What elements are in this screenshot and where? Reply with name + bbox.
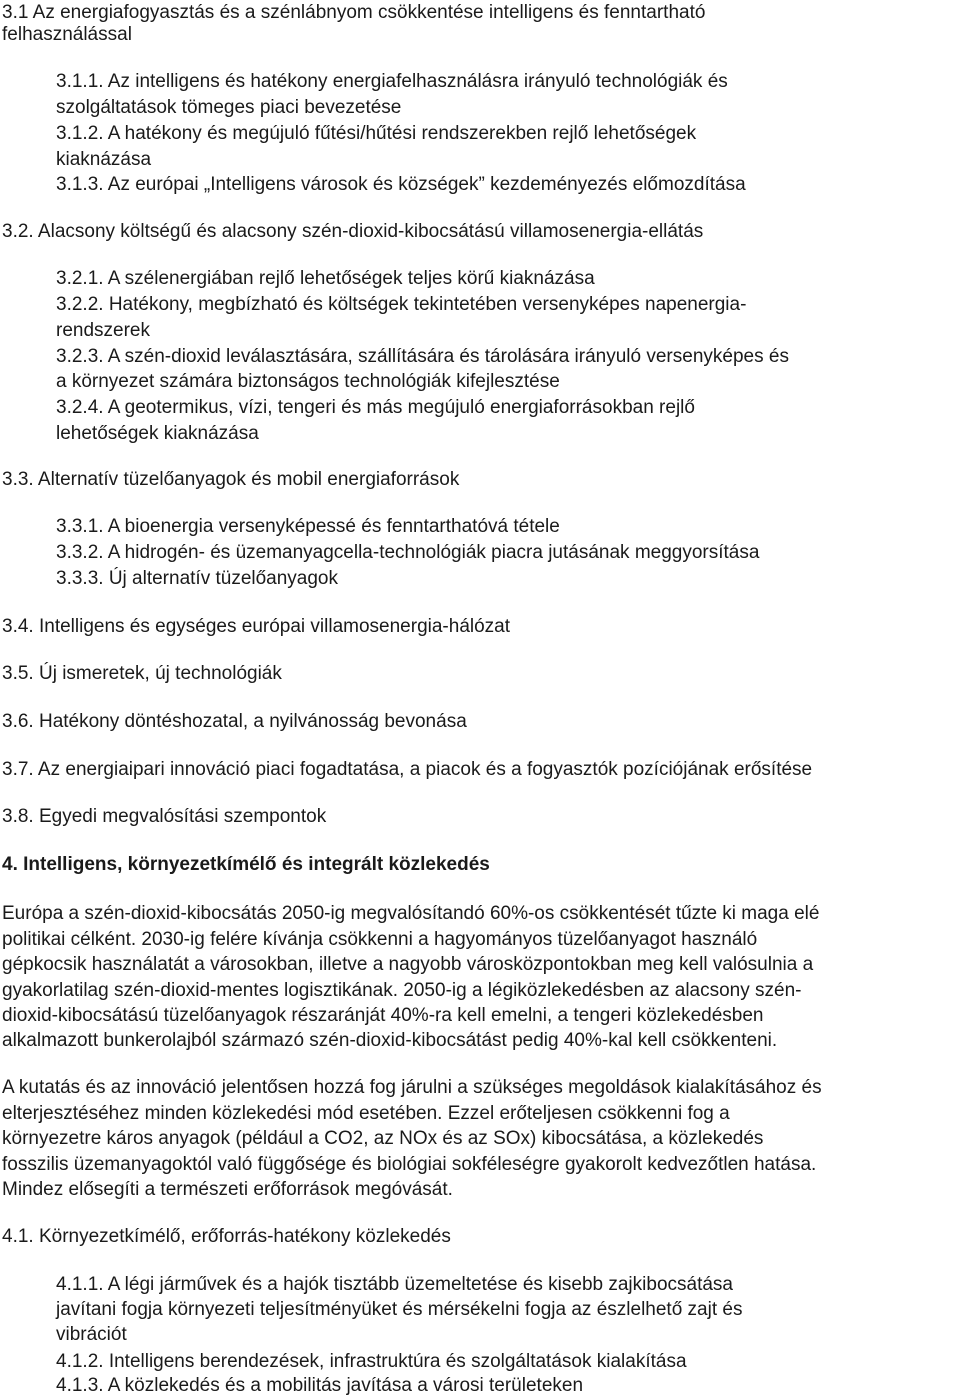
chapter-heading-4: 4. Intelligens, környezetkímélő és integrált közlekedés xyxy=(2,854,490,875)
subsection-3-2-2: 3.2.2. Hatékony, megbízható és költségek tekintetében versenyképes napenergia- xyxy=(56,294,747,315)
section-heading-3-5: 3.5. Új ismeretek, új technológiák xyxy=(2,663,282,684)
subsection-3-1-1-cont: szolgáltatások tömeges piaci bevezetése xyxy=(56,97,402,118)
section-heading-4-1: 4.1. Környezetkímélő, erőforrás-hatékony közlekedés xyxy=(2,1226,451,1247)
subsection-4-1-1: 4.1.1. A légi járművek és a hajók tisztább üzemeltetése és kisebb zajkibocsátása xyxy=(56,1274,733,1295)
section-heading-3-7: 3.7. Az energiaipari innováció piaci fogadtatása, a piacok és a fogyasztók pozíciójának erősítése xyxy=(2,759,813,780)
subsection-4-1-2: 4.1.2. Intelligens berendezések, infrastruktúra és szolgáltatások kialakítása xyxy=(56,1351,687,1372)
section-heading-3-3: 3.3. Alternatív tüzelőanyagok és mobil energiaforrások xyxy=(2,469,460,490)
subsection-3-2-2-cont: rendszerek xyxy=(56,320,150,341)
section-heading-3-6: 3.6. Hatékony döntéshozatal, a nyilvánosság bevonása xyxy=(2,711,467,732)
subsection-3-3-2: 3.3.2. A hidrogén- és üzemanyagcella-technológiák piacra jutásának meggyorsítása xyxy=(56,542,760,563)
subsection-4-1-3: 4.1.3. A közlekedés és a mobilitás javítása a városi területeken xyxy=(56,1375,584,1396)
subsection-3-2-1: 3.2.1. A szélenergiában rejlő lehetőségek teljes körű kiaknázása xyxy=(56,268,595,289)
subsection-3-2-4-cont: lehetőségek kiaknázása xyxy=(56,423,259,444)
section-heading-3-4: 3.4. Intelligens és egységes európai villamosenergia-hálózat xyxy=(2,616,511,637)
subsection-4-1-1-cont2: vibrációt xyxy=(56,1324,127,1345)
subsection-3-2-3-cont: a környezet számára biztonságos technológiák kifejlesztése xyxy=(56,371,560,392)
subsection-3-1-2: 3.1.2. A hatékony és megújuló fűtési/hűtési rendszerekben rejlő lehetőségek xyxy=(56,123,697,144)
subsection-3-1-2-cont: kiaknázása xyxy=(56,149,152,170)
section-heading-3-8: 3.8. Egyedi megvalósítási szempontok xyxy=(2,806,327,827)
paragraph-line: Mindez elősegíti a természeti erőforrások megóvását. xyxy=(2,1179,453,1200)
paragraph-line: Európa a szén-dioxid-kibocsátás 2050-ig megvalósítandó 60%-os csökkentését tűzte ki maga elé xyxy=(2,903,820,924)
section-heading-3-1-cont: felhasználással xyxy=(2,24,132,45)
paragraph-line: A kutatás és az innováció jelentősen hozzá fog járulni a szükséges megoldások kialakításához és xyxy=(2,1077,822,1098)
paragraph-line: dioxid-kibocsátású tüzelőanyagok részaránját 40%-ra kell emelni, a tengeri közlekedésben xyxy=(2,1005,764,1026)
subsection-3-3-3: 3.3.3. Új alternatív tüzelőanyagok xyxy=(56,568,339,589)
subsection-3-1-1: 3.1.1. Az intelligens és hatékony energiafelhasználásra irányuló technológiák és xyxy=(56,71,728,92)
section-heading-3-2: 3.2. Alacsony költségű és alacsony szén-dioxid-kibocsátású villamosenergia-ellátás xyxy=(2,221,704,242)
paragraph-line: környezetre káros anyagok (például a CO2, az NOx és az SOx) kibocsátása, a közlekedés xyxy=(2,1128,764,1149)
subsection-3-3-1: 3.3.1. A bioenergia versenyképessé és fenntarthatóvá tétele xyxy=(56,516,560,537)
paragraph-line: fosszilis üzemanyagoktól való függősége és biológiai sokféleségre gyakorolt kedvezőtlen hatása. xyxy=(2,1154,817,1175)
subsection-3-2-3: 3.2.3. A szén-dioxid leválasztására, szállítására és tárolására irányuló versenyképes és xyxy=(56,346,789,367)
paragraph-line: alkalmazott bunkerolajból származó szén-dioxid-kibocsátást pedig 40%-kal kell csökkenteni. xyxy=(2,1030,778,1051)
paragraph-line: gyakorlatilag szén-dioxid-mentes logisztikának. 2050-ig a légiközlekedésben az alacsony szén- xyxy=(2,980,802,1001)
paragraph-line: elterjesztéséhez minden közlekedési mód esetében. Ezzel erőteljesen csökkenni fog a xyxy=(2,1103,730,1124)
subsection-3-2-4: 3.2.4. A geotermikus, vízi, tengeri és más megújuló energiaforrásokban rejlő xyxy=(56,397,695,418)
subsection-3-1-3: 3.1.3. Az európai „Intelligens városok és községek” kezdeményezés előmozdítása xyxy=(56,174,746,195)
paragraph-line: gépkocsik használatát a városokban, illetve a nagyobb városközpontokban meg kell valósulnia a xyxy=(2,954,814,975)
subsection-4-1-1-cont: javítani fogja környezeti teljesítményüket és mérsékelni fogja az észlelhető zajt és xyxy=(56,1299,743,1320)
section-heading-3-1: 3.1 Az energiafogyasztás és a szénlábnyom csökkentése intelligens és fenntartható xyxy=(2,2,706,23)
paragraph-line: politikai célként. 2030-ig felére kívánja csökkenni a hagyományos tüzelőanyagot használó xyxy=(2,929,758,950)
